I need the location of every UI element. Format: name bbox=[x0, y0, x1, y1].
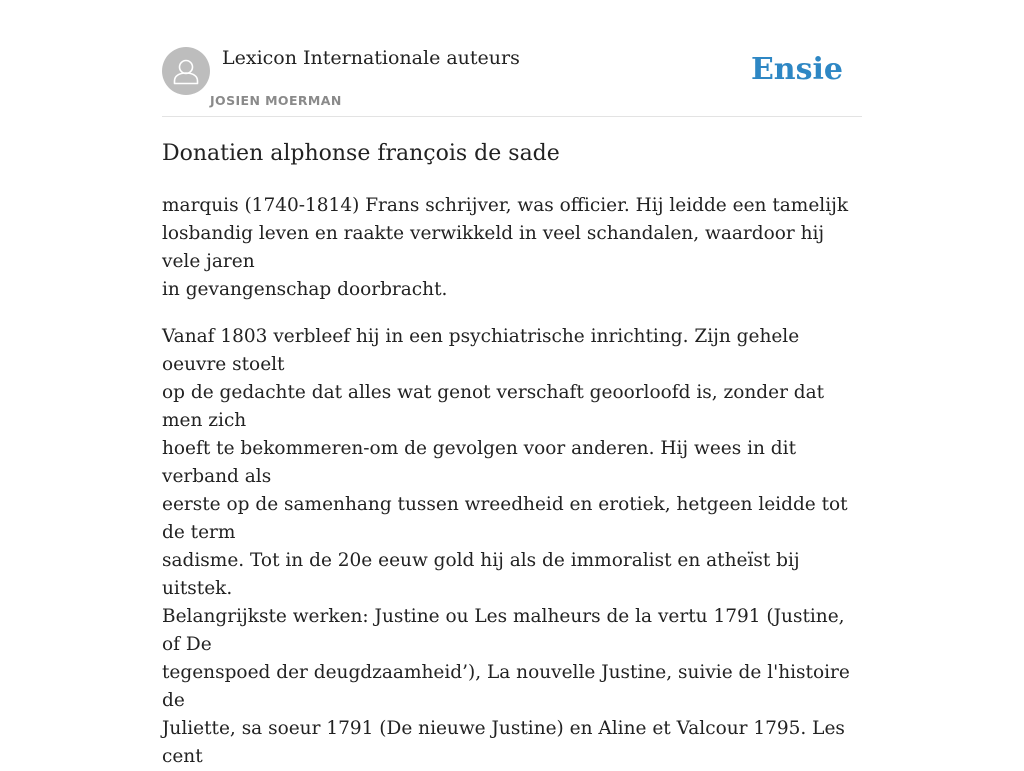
text-line: tegenspoed der deugdzaamheid’), La nouvelle Justine, suivie de l'histoire de bbox=[162, 662, 850, 711]
source-title-link[interactable]: Lexicon Internationale auteurs bbox=[222, 47, 520, 69]
user-icon bbox=[162, 47, 210, 95]
text-line: sadisme. Tot in de 20e eeuw gold hij als de immoralist en atheïst bij uitstek. bbox=[162, 550, 800, 599]
text-line: losbandig leven en raakte verwikkeld in veel schandalen, waardoor hij vele jaren bbox=[162, 223, 825, 272]
entry-header bbox=[162, 46, 862, 117]
text-line: hoeft te bekommeren-om de gevolgen voor anderen. Hij wees in dit verband als bbox=[162, 438, 797, 487]
paragraph bbox=[162, 192, 862, 304]
text-line: in gevangenschap doorbracht. bbox=[162, 279, 448, 300]
author-name[interactable]: JOSIEN MOERMAN bbox=[210, 93, 342, 108]
article-content bbox=[162, 136, 862, 771]
text-line: op de gedachte dat alles wat genot verschaft geoorloofd is, zonder dat men zich bbox=[162, 382, 825, 431]
text-line: eerste op de samenhang tussen wreedheid en erotiek, hetgeen leidde tot de term bbox=[162, 494, 848, 543]
text-line: Juliette, sa soeur 1791 (De nieuwe Justine) en Aline et Valcour 1795. Les cent bbox=[162, 718, 845, 767]
text-line: Vanaf 1803 verbleef hij in een psychiatrische inrichting. Zijn gehele oeuvre stoelt bbox=[162, 326, 800, 375]
text-line: marquis (1740-1814) Frans schrijver, was officier. Hij leidde een tamelijk bbox=[162, 195, 849, 216]
avatar[interactable] bbox=[162, 47, 210, 95]
ensie-logo[interactable]: Ensie bbox=[750, 52, 843, 87]
article-title: Donatien alphonse françois de sade bbox=[162, 141, 560, 166]
text-line: Belangrijkste werken: Justine ou Les malheurs de la vertu 1791 (Justine, of De bbox=[162, 606, 845, 655]
paragraph bbox=[162, 323, 862, 771]
